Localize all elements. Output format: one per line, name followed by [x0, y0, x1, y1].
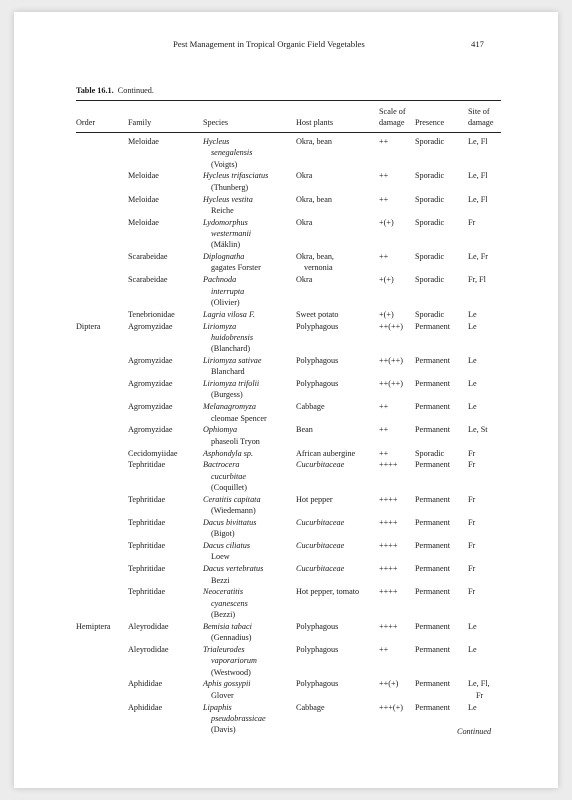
species-cell [203, 540, 295, 563]
scale-of-damage-cell: ++(+) [379, 679, 399, 689]
presence-cell: Permanent [415, 494, 451, 504]
family-cell: Tephritidae [128, 494, 166, 504]
scale-of-damage-cell: ++++ [379, 587, 398, 597]
host-plants-cell [296, 321, 378, 332]
site-of-damage-line: Le, Fl [468, 137, 488, 146]
table-row [76, 702, 501, 736]
table-row [76, 321, 501, 355]
species-line: senegalensis [211, 148, 253, 158]
site-of-damage-line: Le [468, 645, 477, 654]
presence-cell: Sporadic [415, 275, 445, 285]
species-line: (Bezzi) [211, 610, 236, 620]
species-line: (Coquillet) [211, 483, 247, 493]
site-of-damage-line: Le, Fr [468, 252, 489, 262]
scale-of-damage-cell: +++(+) [379, 702, 403, 712]
document-page [14, 12, 558, 788]
site-of-damage-line: Le [468, 402, 477, 412]
page-number: 417 [470, 39, 484, 49]
species-line: Neoceratitis [203, 587, 244, 597]
species-line: phaseoli Tryon [211, 436, 260, 446]
site-of-damage-line: Le [468, 702, 477, 712]
column-header-scale-line1: Scale of [379, 107, 406, 116]
host-plants-line: Polyphagous [296, 321, 339, 331]
species-line: Dacus vertebratus [203, 564, 264, 574]
host-plants-cell [296, 678, 378, 689]
scale-of-damage-cell: ++ [379, 645, 389, 654]
site-of-damage-line: Le, Fl [468, 194, 488, 204]
species-cell [203, 586, 295, 620]
species-cell [203, 274, 295, 308]
species-line: (Voigts) [211, 159, 238, 169]
site-of-damage-line: Fr [468, 460, 476, 470]
table-row [76, 621, 501, 644]
site-of-damage-cell [468, 378, 502, 389]
family-cell: Aphididae [128, 702, 163, 712]
site-of-damage-line: Le [468, 356, 477, 366]
presence-cell: Permanent [415, 621, 451, 631]
column-header-presence: Presence [415, 118, 445, 127]
site-of-damage-line: Fr [468, 494, 476, 504]
presence-cell: Permanent [415, 702, 451, 712]
species-line: Melanagromyza [203, 402, 256, 412]
host-plants-line: Bean [296, 425, 313, 435]
species-line: (Olivier) [211, 297, 240, 307]
site-of-damage-line: Fr [468, 587, 476, 597]
scale-of-damage-cell: ++++ [379, 494, 398, 504]
family-cell: Tenebrionidae [128, 309, 175, 319]
species-line: westermanii [211, 229, 252, 239]
table-row [76, 217, 501, 251]
species-line: Asphondyla sp. [203, 448, 254, 458]
host-plants-line: Cabbage [296, 702, 325, 712]
host-plants-cell [296, 459, 378, 470]
host-plants-cell [296, 424, 378, 435]
family-cell: Meloidae [128, 137, 159, 146]
host-plants-line: Polyphagous [296, 679, 339, 689]
presence-cell: Permanent [415, 402, 451, 412]
host-plants-cell [296, 494, 378, 505]
host-plants-cell [296, 251, 378, 274]
host-plants-cell [296, 309, 378, 320]
presence-cell: Permanent [415, 518, 451, 527]
species-line: (Westwood) [211, 667, 251, 677]
species-line: pseudobrassicae [211, 713, 266, 723]
species-cell [203, 563, 295, 586]
host-plants-line: vernonia [304, 263, 333, 273]
species-line: (Bigot) [211, 529, 235, 539]
scale-of-damage-cell: ++ [379, 448, 389, 458]
site-of-damage-cell [468, 621, 502, 632]
species-cell [203, 702, 295, 736]
species-cell [203, 217, 295, 251]
site-of-damage-cell [468, 586, 502, 597]
site-of-damage-line: Fr [468, 217, 476, 227]
scale-of-damage-cell: ++(++) [379, 321, 403, 331]
host-plants-line: Okra, bean [296, 194, 332, 204]
host-plants-line: Polyphagous [296, 379, 339, 389]
species-cell [203, 621, 295, 644]
host-plants-cell [296, 355, 378, 366]
host-plants-line: Okra [296, 275, 313, 285]
species-cell [203, 424, 295, 447]
scale-of-damage-cell: +(+) [379, 275, 394, 285]
family-cell: Meloidae [128, 194, 159, 204]
family-cell: Aleyrodidae [128, 645, 169, 654]
species-line: gagates Forster [211, 263, 261, 273]
table-row [76, 274, 501, 308]
species-cell [203, 136, 295, 170]
species-cell [203, 644, 295, 678]
species-line: (Davis) [211, 725, 236, 735]
family-cell: Aphididae [128, 679, 163, 689]
species-line: cucurbitae [211, 471, 247, 481]
host-plants-line: Hot pepper, tomato [296, 587, 360, 597]
host-plants-cell [296, 517, 378, 528]
presence-cell: Sporadic [415, 309, 445, 319]
site-of-damage-cell [468, 401, 502, 412]
site-of-damage-line: Fr, Fl [468, 275, 486, 285]
host-plants-cell [296, 401, 378, 412]
species-cell [203, 678, 295, 701]
host-plants-cell [296, 217, 378, 228]
host-plants-cell [296, 621, 378, 632]
species-line: huidobrensis [211, 332, 254, 342]
species-line: Trialeurodes [203, 645, 245, 654]
species-cell [203, 517, 295, 540]
species-line: (Wiedemann) [211, 506, 256, 516]
family-cell: Scarabeidae [128, 252, 168, 262]
table-body [76, 136, 501, 736]
site-of-damage-line: Le [468, 621, 477, 631]
species-line: (Blanchard) [211, 344, 251, 354]
table-row [76, 251, 501, 274]
site-of-damage-cell [468, 702, 502, 713]
presence-cell: Sporadic [415, 217, 445, 227]
host-plants-line: Polyphagous [296, 356, 339, 366]
host-plants-cell [296, 644, 378, 655]
table-row [76, 401, 501, 424]
host-plants-cell [296, 702, 378, 713]
column-header-site-line2: damage [468, 118, 494, 127]
host-plants-line: Polyphagous [296, 621, 339, 631]
table-row [76, 586, 501, 620]
species-cell [203, 309, 295, 320]
site-of-damage-cell [468, 494, 502, 505]
host-plants-cell [296, 448, 378, 459]
species-line: Bactrocera [203, 460, 240, 470]
site-of-damage-line: Le, Fl, [468, 679, 490, 689]
scale-of-damage-cell: ++ [379, 137, 389, 146]
species-cell [203, 401, 295, 424]
table-row [76, 644, 501, 678]
species-line: Diplognatha [203, 252, 245, 262]
table-caption [76, 86, 154, 95]
host-plants-line: Sweet potato [296, 309, 339, 319]
site-of-damage-cell [468, 563, 502, 574]
column-header-scale-line2: damage [379, 118, 405, 127]
site-of-damage-cell [468, 321, 502, 332]
species-line: (Thunberg) [211, 182, 249, 192]
presence-cell: Permanent [415, 379, 451, 389]
continued-label: Continued [457, 727, 492, 736]
presence-cell: Permanent [415, 645, 451, 654]
host-plants-line: Hot pepper [296, 494, 333, 504]
column-header-species: Species [203, 118, 229, 127]
species-line: Hycleus vestita [203, 194, 253, 204]
site-of-damage-cell [468, 355, 502, 366]
host-plants-cell [296, 136, 378, 147]
family-cell: Cecidomyiidae [128, 448, 178, 458]
column-header-family: Family [128, 118, 152, 127]
host-plants-cell [296, 194, 378, 205]
presence-cell: Permanent [415, 587, 451, 597]
species-line: Dacus ciliatus [203, 541, 251, 551]
table-row [76, 424, 501, 447]
presence-cell: Sporadic [415, 448, 445, 458]
table-header-rule [76, 132, 501, 133]
species-line: Dacus bivittatus [203, 518, 257, 527]
family-cell: Agromyzidae [128, 425, 173, 435]
table-row [76, 678, 501, 701]
site-of-damage-line: Le, St [468, 425, 488, 435]
site-of-damage-cell [468, 309, 502, 320]
species-cell [203, 494, 295, 517]
species-line: interrupta [211, 286, 245, 296]
site-of-damage-cell [468, 448, 502, 459]
site-of-damage-cell [468, 540, 502, 551]
presence-cell: Sporadic [415, 252, 445, 262]
order-cell: Diptera [76, 321, 101, 331]
family-cell: Agromyzidae [128, 321, 173, 331]
scale-of-damage-cell: +(+) [379, 217, 394, 227]
species-line: Lagria vilosa F. [203, 309, 255, 319]
site-of-damage-cell [468, 217, 502, 228]
presence-cell: Sporadic [415, 171, 445, 181]
table-row [76, 309, 501, 321]
presence-cell: Permanent [415, 564, 451, 574]
scale-of-damage-cell: ++ [379, 171, 389, 181]
table-row [76, 459, 501, 493]
presence-cell: Permanent [415, 321, 451, 331]
species-cell [203, 251, 295, 274]
host-plants-line: Cucurbitaceae [296, 460, 345, 470]
table-label: Table 16.1. [76, 86, 114, 95]
species-line: (Gennadius) [211, 633, 252, 643]
site-of-damage-cell [468, 459, 502, 470]
presence-cell: Permanent [415, 679, 451, 689]
scale-of-damage-cell: +(+) [379, 309, 394, 319]
species-cell [203, 378, 295, 401]
presence-cell: Permanent [415, 425, 451, 435]
scale-of-damage-cell: ++++ [379, 518, 398, 527]
presence-cell: Permanent [415, 460, 451, 470]
site-of-damage-line: Fr [468, 448, 476, 458]
table-row [76, 136, 501, 170]
host-plants-line: Cabbage [296, 402, 325, 412]
species-line: Liriomyza [203, 321, 237, 331]
family-cell: Tephritidae [128, 564, 166, 574]
presence-cell: Permanent [415, 356, 451, 366]
family-cell: Meloidae [128, 171, 159, 181]
species-line: (Burgess) [211, 390, 243, 400]
scale-of-damage-cell: ++(++) [379, 379, 403, 389]
scale-of-damage-cell: ++++ [379, 460, 398, 470]
species-cell [203, 170, 295, 193]
host-plants-line: Cucurbitaceae [296, 564, 345, 574]
site-of-damage-cell [468, 274, 502, 285]
species-line: Pachnoda [203, 275, 237, 285]
scale-of-damage-cell: ++++ [379, 541, 398, 551]
table-row [76, 448, 501, 460]
family-cell: Scarabeidae [128, 275, 168, 285]
host-plants-cell [296, 563, 378, 574]
table-row [76, 355, 501, 378]
scale-of-damage-cell: ++ [379, 402, 389, 412]
host-plants-line: Cucurbitaceae [296, 518, 345, 527]
table-row [76, 563, 501, 586]
table-row [76, 194, 501, 217]
scale-of-damage-cell: ++ [379, 194, 389, 204]
species-line: Liriomyza trifolii [203, 379, 260, 389]
species-line: Bemisia tabaci [203, 621, 252, 631]
species-cell [203, 448, 295, 459]
site-of-damage-line: Fr [468, 564, 476, 574]
site-of-damage-line: Fr [468, 541, 476, 551]
species-line: Ophiomya [203, 425, 238, 435]
table-row [76, 540, 501, 563]
site-of-damage-line: Le [468, 379, 477, 389]
table-row [76, 170, 501, 193]
family-cell: Tephritidae [128, 460, 166, 470]
site-of-damage-cell [468, 170, 502, 181]
scale-of-damage-cell: ++++ [379, 564, 398, 574]
host-plants-line: Okra [296, 171, 313, 181]
site-of-damage-line: Fr [476, 690, 484, 700]
table-row [76, 517, 501, 540]
host-plants-cell [296, 170, 378, 181]
scale-of-damage-cell: ++(++) [379, 356, 403, 366]
table-row [76, 378, 501, 401]
column-header-host-plants: Host plants [296, 118, 334, 127]
column-header-order: Order [76, 118, 96, 127]
table-row [76, 494, 501, 517]
species-cell [203, 194, 295, 217]
site-of-damage-line: Le [468, 321, 477, 331]
site-of-damage-cell [468, 678, 502, 701]
presence-cell: Sporadic [415, 194, 445, 204]
scale-of-damage-cell: ++ [379, 425, 389, 435]
table-header [76, 105, 501, 131]
host-plants-line: Polyphagous [296, 645, 339, 654]
species-line: Reiche [211, 205, 234, 215]
species-cell [203, 321, 295, 355]
host-plants-cell [296, 378, 378, 389]
order-cell: Hemiptera [76, 621, 111, 631]
species-line: (Mäklin) [211, 240, 241, 250]
site-of-damage-cell [468, 136, 502, 147]
host-plants-cell [296, 540, 378, 551]
running-title: Pest Management in Tropical Organic Field Vegetables [173, 39, 365, 49]
host-plants-line: African aubergine [296, 448, 356, 458]
host-plants-cell [296, 274, 378, 285]
species-line: Hycleus trifasciatus [203, 171, 269, 181]
species-line: Liriomyza sativae [203, 356, 262, 366]
species-line: Blanchard [211, 367, 245, 377]
presence-cell: Permanent [415, 541, 451, 551]
species-line: Hycleus [203, 137, 230, 146]
species-cell [203, 355, 295, 378]
species-line: Ceratitis capitata [203, 494, 261, 504]
species-cell [203, 459, 295, 493]
site-of-damage-line: Le [468, 309, 477, 319]
site-of-damage-cell [468, 517, 502, 528]
species-line: Glover [211, 690, 234, 700]
site-of-damage-line: Fr [468, 518, 476, 527]
site-of-damage-cell [468, 644, 502, 655]
species-line: Lipaphis [203, 702, 232, 712]
family-cell: Agromyzidae [128, 402, 173, 412]
site-of-damage-cell [468, 424, 502, 435]
species-line: Lydomorphus [203, 217, 248, 227]
species-line: Loew [211, 552, 230, 562]
species-line: cyanescens [211, 598, 248, 608]
host-plants-cell [296, 586, 378, 597]
scale-of-damage-cell: ++ [379, 252, 389, 262]
species-line: Bezzi [211, 575, 230, 585]
table-top-rule [76, 100, 501, 101]
species-line: Aphis gossypii [203, 679, 251, 689]
table-caption-text: Continued. [117, 86, 154, 95]
family-cell: Agromyzidae [128, 379, 173, 389]
site-of-damage-cell [468, 251, 502, 262]
family-cell: Tephritidae [128, 518, 166, 527]
column-header-site-line1: Site of [468, 107, 490, 116]
host-plants-line: Cucurbitaceae [296, 541, 345, 551]
host-plants-line: Okra, bean [296, 137, 332, 146]
host-plants-line: Okra, bean, [296, 252, 334, 262]
host-plants-line: Okra [296, 217, 313, 227]
family-cell: Meloidae [128, 217, 159, 227]
family-cell: Tephritidae [128, 587, 166, 597]
family-cell: Aleyrodidae [128, 621, 169, 631]
family-cell: Agromyzidae [128, 356, 173, 366]
presence-cell: Sporadic [415, 137, 445, 146]
scale-of-damage-cell: ++++ [379, 621, 398, 631]
site-of-damage-line: Le, Fl [468, 171, 488, 181]
site-of-damage-cell [468, 194, 502, 205]
species-line: vaporariorum [211, 656, 257, 666]
species-line: cleomae Spencer [211, 413, 267, 423]
family-cell: Tephritidae [128, 541, 166, 551]
